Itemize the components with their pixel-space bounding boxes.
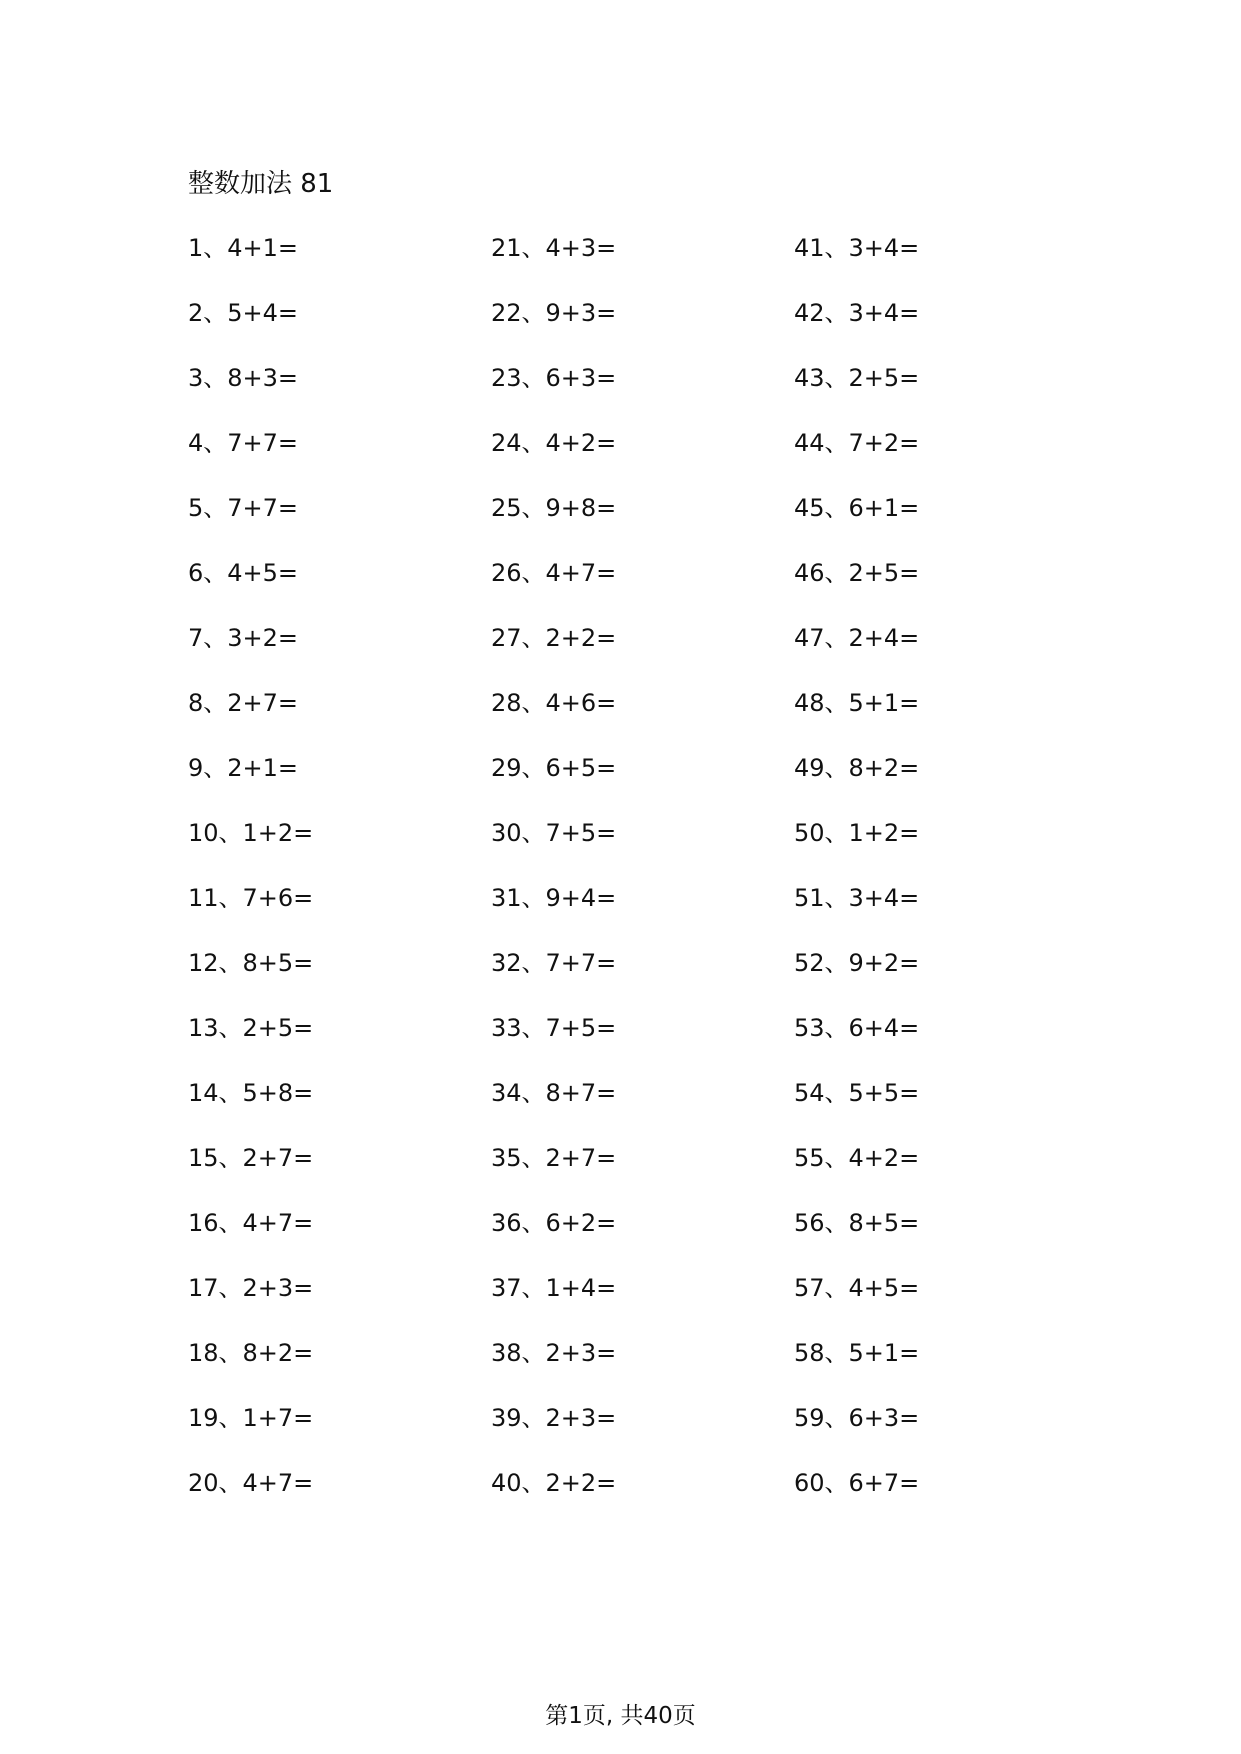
problem-item: 31、9+4= [491, 884, 617, 912]
problem-item: 43、2+5= [794, 364, 920, 392]
problem-item: 21、4+3= [491, 234, 617, 262]
problem-item: 58、5+1= [794, 1339, 920, 1367]
problem-item: 15、2+7= [188, 1144, 314, 1172]
problem-item: 10、1+2= [188, 819, 314, 847]
problem-item: 38、2+3= [491, 1339, 617, 1367]
problem-item: 2、5+4= [188, 299, 299, 327]
problem-item: 11、7+6= [188, 884, 314, 912]
problem-item: 56、8+5= [794, 1209, 920, 1237]
problem-item: 48、5+1= [794, 689, 920, 717]
problem-item: 50、1+2= [794, 819, 920, 847]
problem-item: 55、4+2= [794, 1144, 920, 1172]
problem-item: 22、9+3= [491, 299, 617, 327]
problem-item: 3、8+3= [188, 364, 299, 392]
problem-item: 60、6+7= [794, 1469, 920, 1497]
problem-item: 18、8+2= [188, 1339, 314, 1367]
problem-item: 14、5+8= [188, 1079, 314, 1107]
problem-item: 41、3+4= [794, 234, 920, 262]
problem-item: 4、7+7= [188, 429, 299, 457]
problem-item: 42、3+4= [794, 299, 920, 327]
problem-item: 9、2+1= [188, 754, 299, 782]
problem-item: 6、4+5= [188, 559, 299, 587]
problem-item: 33、7+5= [491, 1014, 617, 1042]
problem-item: 53、6+4= [794, 1014, 920, 1042]
problem-item: 13、2+5= [188, 1014, 314, 1042]
problem-item: 23、6+3= [491, 364, 617, 392]
problem-item: 17、2+3= [188, 1274, 314, 1302]
problem-item: 20、4+7= [188, 1469, 314, 1497]
problem-item: 34、8+7= [491, 1079, 617, 1107]
problem-item: 1、4+1= [188, 234, 299, 262]
problem-item: 32、7+7= [491, 949, 617, 977]
problem-item: 24、4+2= [491, 429, 617, 457]
worksheet-title: 整数加法 81 [188, 169, 334, 199]
problem-item: 51、3+4= [794, 884, 920, 912]
problem-item: 27、2+2= [491, 624, 617, 652]
problem-item: 47、2+4= [794, 624, 920, 652]
problem-item: 29、6+5= [491, 754, 617, 782]
problem-grid [188, 230, 1118, 1530]
problem-item: 5、7+7= [188, 494, 299, 522]
problem-item: 16、4+7= [188, 1209, 314, 1237]
problem-item: 54、5+5= [794, 1079, 920, 1107]
problem-item: 8、2+7= [188, 689, 299, 717]
problem-item: 19、1+7= [188, 1404, 314, 1432]
problem-item: 7、3+2= [188, 624, 299, 652]
problem-item: 37、1+4= [491, 1274, 617, 1302]
problem-item: 59、6+3= [794, 1404, 920, 1432]
problem-item: 45、6+1= [794, 494, 920, 522]
problem-item: 28、4+6= [491, 689, 617, 717]
page-footer: 第1页, 共40页 [545, 1703, 696, 1729]
problem-item: 46、2+5= [794, 559, 920, 587]
problem-item: 36、6+2= [491, 1209, 617, 1237]
problem-item: 25、9+8= [491, 494, 617, 522]
problem-item: 35、2+7= [491, 1144, 617, 1172]
problem-item: 52、9+2= [794, 949, 920, 977]
problem-item: 26、4+7= [491, 559, 617, 587]
problem-item: 12、8+5= [188, 949, 314, 977]
problem-item: 39、2+3= [491, 1404, 617, 1432]
problem-item: 40、2+2= [491, 1469, 617, 1497]
problem-item: 49、8+2= [794, 754, 920, 782]
problem-item: 44、7+2= [794, 429, 920, 457]
problem-item: 30、7+5= [491, 819, 617, 847]
problem-item: 57、4+5= [794, 1274, 920, 1302]
